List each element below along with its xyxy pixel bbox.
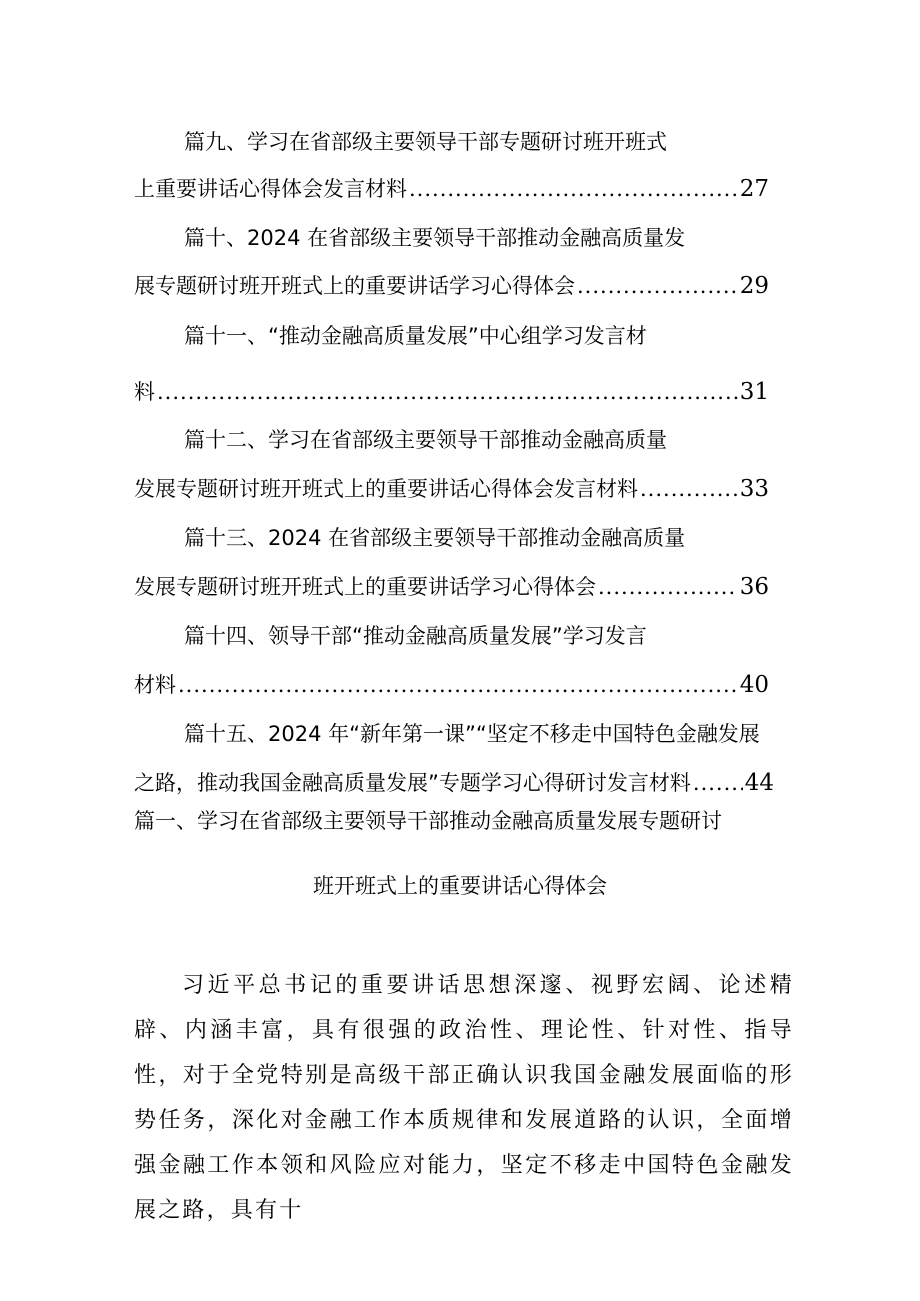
toc-page-number: 33 [739,476,769,502]
toc-entry-12-leader [134,469,769,509]
toc-entry-10-title [184,218,784,258]
article-paragraph: 习近平总书记的重要讲话思想深邃、视野宏阔、论述精辟、内涵丰富，具有很强的政治性、理论性、针对性、指导性，对于全党特别是高级干部正确认识我国金融发展面临的形势任务，深化对金融工作本质规律和发展道路的认识，全面增强金融工作本领和风险应对能力，坚定不移走中国特色金融发展之路，具有十 [134,973,794,1223]
toc-entry-13-leader [134,567,769,607]
toc-entry-text: 发展专题研讨班开班式上的重要讲话学习心得体会 [134,575,596,599]
dot-leader [693,763,743,803]
toc-entry-text: 材料 [134,673,176,697]
toc-entry-text: 篇十三、2024 在省部级主要领导干部推动金融高质量 [184,526,686,550]
dot-leader [409,169,738,209]
article-title-line-1: 篇一、学习在省部级主要领导干部推动金融高质量发展专题研讨 [134,809,722,833]
toc-page-number: 44 [744,770,774,796]
dot-leader [157,372,738,412]
toc-page-number: 31 [739,379,769,405]
toc-entry-text: 上重要讲话心得体会发言材料 [134,177,407,201]
toc-entry-text: 篇十二、学习在省部级主要领导干部推动金融高质量 [184,428,667,452]
toc-page-number: 27 [739,176,769,202]
toc-entry-11-title [184,316,784,356]
toc-entry-text: 篇十一、“推动金融高质量发展”中心组学习发言材 [184,324,647,348]
toc-entry-text: 料 [134,380,155,404]
toc-entry-10-leader [134,266,769,306]
toc-entry-text: 发展专题研讨班开班式上的重要讲话心得体会发言材料 [134,477,638,501]
toc-entry-9-title [184,122,784,162]
dot-leader [178,665,738,705]
toc-entry-9-leader [134,169,769,209]
toc-entry-text: 展专题研讨班开班式上的重要讲话学习心得体会 [134,274,575,298]
toc-entry-14-leader [134,665,769,705]
toc-entry-12-title [184,420,784,460]
toc-page-number: 36 [739,574,769,600]
dot-leader [577,266,738,306]
toc-entry-text: 篇十五、2024 年“新年第一课”“坚定不移走中国特色金融发展 [184,722,760,746]
toc-entry-text: 篇九、学习在省部级主要领导干部专题研讨班开班式 [184,130,667,154]
toc-entry-11-leader [134,372,769,412]
article-title-line-2: 班开班式上的重要讲话心得体会 [313,874,607,898]
toc-entry-text: 篇十四、领导干部“推动金融高质量发展”学习发言 [184,624,647,648]
toc-page-number: 29 [739,273,769,299]
toc-entry-15-leader [134,763,774,803]
toc-entry-13-title [184,518,784,558]
toc-page-number: 40 [739,672,769,698]
dot-leader [640,469,738,509]
dot-leader [598,567,738,607]
toc-entry-text: 之路，推动我国金融高质量发展”专题学习心得研讨发言材料 [134,771,691,795]
toc-entry-15-title [184,714,804,754]
toc-entry-text: 篇十、2024 在省部级主要领导干部推动金融高质量发 [184,226,686,250]
toc-entry-14-title [184,616,784,656]
